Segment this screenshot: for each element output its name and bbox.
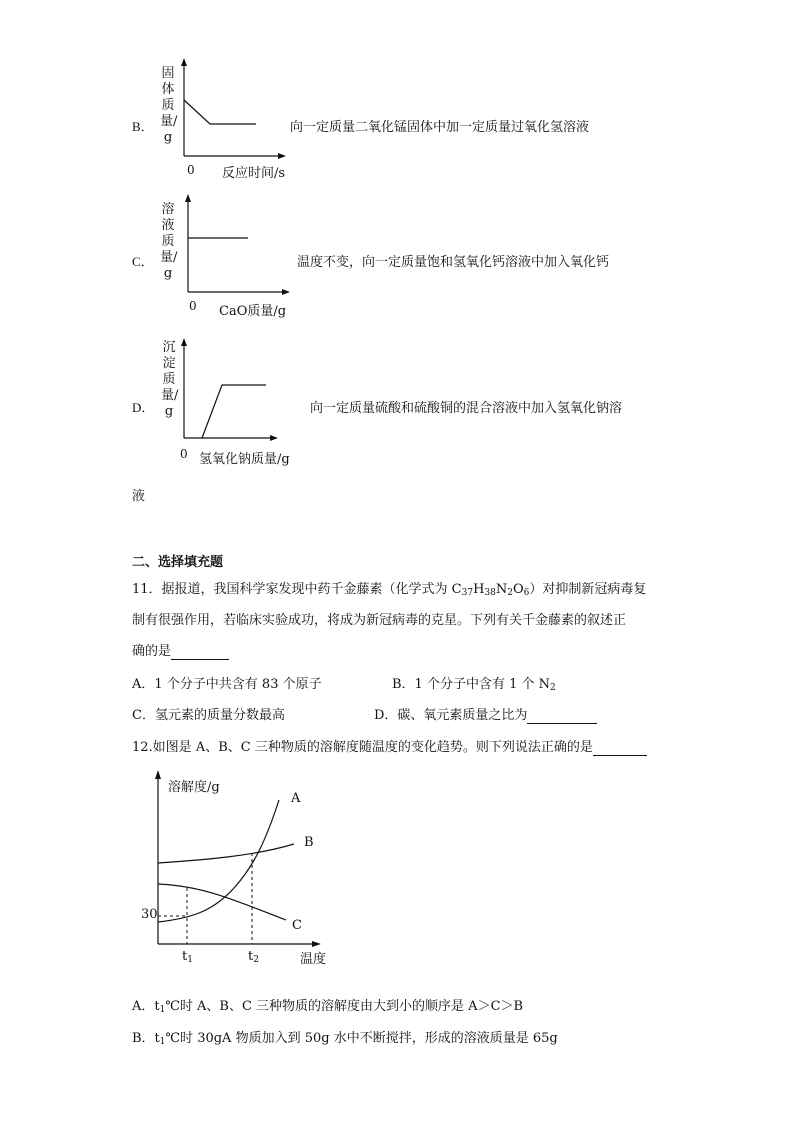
option-d-y-label: 沉淀质量/g xyxy=(161,340,179,419)
option-c-y-label: 溶液质量/g xyxy=(160,202,178,281)
option-b-y-label: 固体质量/g xyxy=(160,66,178,145)
option-c-letter: C． xyxy=(132,254,154,269)
solubility-graph xyxy=(154,770,334,960)
option-d-text: 向一定质量硫酸和硫酸铜的混合溶液中加入氢氧化钠溶 xyxy=(310,401,623,416)
option-d-text-wrap: 液 xyxy=(132,489,146,504)
curve-b xyxy=(158,844,294,863)
section-title: 二、选择填充题 xyxy=(132,555,224,570)
q11-option-b: B．1 个分子中含有 1 个 $N_2$ xyxy=(392,677,556,693)
curve-c-label: C xyxy=(292,918,302,933)
t1-label: $t_1$ xyxy=(182,949,193,965)
option-b-mass-line xyxy=(184,100,256,124)
q12-answer-blank[interactable] xyxy=(593,740,647,756)
option-d-precipitate-line xyxy=(202,385,266,438)
curve-a-label: A xyxy=(291,791,301,806)
curve-b-label: B xyxy=(304,835,314,850)
t2-label: $t_2$ xyxy=(248,949,259,965)
q11-line1: 11．据报道，我国科学家发现中药千金藤素（化学式为 $C_{37}H_{38}N_2O_6$）对抑制新冠病毒复 xyxy=(132,582,647,598)
option-c-origin: 0 xyxy=(189,299,197,313)
option-c-graph xyxy=(184,194,294,294)
option-b-x-label: 反应时间/s xyxy=(222,166,286,181)
q12-stem: 12.如图是 A、B、C 三种物质的溶解度随温度的变化趋势。则下列说法正确的是 xyxy=(132,736,647,756)
option-d-graph xyxy=(180,338,280,438)
option-d-letter: D． xyxy=(132,400,155,415)
option-b-letter: B． xyxy=(132,119,154,134)
option-b-text: 向一定质量二氧化锰固体中加一定质量过氧化氢溶液 xyxy=(290,120,590,135)
option-c-x-label: CaO质量/g xyxy=(219,304,287,319)
graph-x-label: 温度 xyxy=(300,952,327,967)
q12-option-b: B．$t_1℃$时 30gA 物质加入到 50g 水中不断搅拌，形成的溶液质量是 65g xyxy=(132,1031,558,1047)
y-tick-30: 30 xyxy=(141,907,158,922)
q11-option-a: A．1 个分子中共含有 83 个原子 xyxy=(132,677,322,692)
curve-c xyxy=(158,884,286,920)
q11-option-c: C．氢元素的质量分数最高 xyxy=(132,708,285,723)
q11-line2: 制有很强作用，若临床实验成功，将成为新冠病毒的克星。下列有关千金藤素的叙述正 xyxy=(132,613,627,628)
q11-option-d-blank[interactable] xyxy=(527,708,597,724)
graph-y-label: 溶解度/g xyxy=(168,780,220,795)
q11-option-d: D．碳、氧元素质量之比为 xyxy=(374,704,597,724)
option-b-origin: 0 xyxy=(187,163,195,177)
option-c-text: 温度不变，向一定质量饱和氢氧化钙溶液中加入氧化钙 xyxy=(297,255,610,270)
option-d-origin: 0 xyxy=(180,447,188,461)
option-b-graph xyxy=(180,58,290,158)
curve-a xyxy=(158,800,279,922)
q11-answer-blank[interactable] xyxy=(171,644,229,660)
q12-option-a: A．$t_1℃$时 A、B、C 三种物质的溶解度由大到小的顺序是 A＞C＞B xyxy=(132,999,524,1015)
q11-line3: 确的是 xyxy=(132,640,229,660)
option-d-x-label: 氢氧化钠质量/g xyxy=(199,452,290,467)
